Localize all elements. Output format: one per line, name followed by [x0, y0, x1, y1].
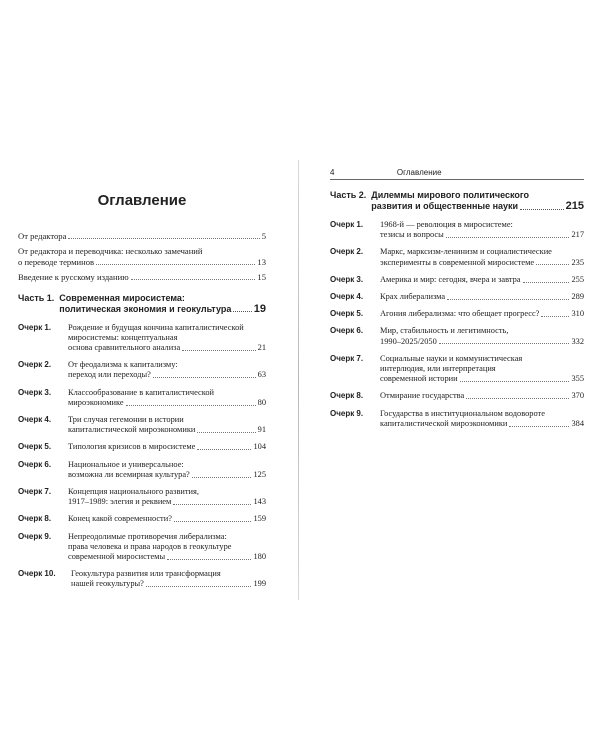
- page-number: 80: [257, 397, 266, 407]
- page-number: 143: [253, 497, 266, 507]
- entry-title: [371, 190, 584, 212]
- entry-title-text: переход или переходы?: [68, 370, 151, 380]
- entry-title-text: От редактора: [18, 231, 67, 241]
- entry-title-line: [68, 514, 266, 524]
- dot-leader: [523, 282, 570, 283]
- entry-title-line: [68, 343, 266, 353]
- page-number: 159: [253, 514, 266, 524]
- essay-entry: [330, 391, 584, 401]
- entry-title-line: [18, 257, 266, 267]
- entry-title-line: [380, 275, 584, 285]
- dot-leader: [182, 350, 255, 351]
- entry-title-line: [71, 579, 266, 589]
- page-number: 13: [257, 256, 266, 267]
- entry-title-line: Классообразование в капиталистической: [68, 387, 215, 397]
- dot-leader: [233, 311, 251, 312]
- entry-title-line: [68, 425, 266, 435]
- entry-title-line: [68, 442, 266, 452]
- entry-title-line: Непреодолимые противоречия либерализма:: [68, 531, 227, 541]
- page-number: 289: [571, 292, 584, 302]
- entry-label: Очерк 4.: [18, 415, 52, 425]
- entry-title: [68, 442, 266, 452]
- entry-title-text: нашей геокультуры?: [71, 579, 144, 589]
- entry-label: Очерк 10.: [18, 569, 56, 579]
- entry-label: Очерк 8.: [18, 514, 52, 524]
- entry-label: Очерк 4.: [330, 292, 364, 302]
- entry-label: Очерк 7.: [18, 487, 52, 497]
- essay-entry: [18, 360, 266, 380]
- entry-title-text: Крах либерализма: [380, 292, 446, 302]
- entry-label: Очерк 3.: [330, 274, 364, 284]
- entry-title-text: Типология кризисов в миросистеме: [68, 442, 196, 452]
- essay-entry: [330, 309, 584, 319]
- page-number: 217: [571, 230, 584, 240]
- entry-title: [380, 275, 584, 285]
- dot-leader: [146, 586, 252, 587]
- running-head: [330, 168, 584, 180]
- page-number: 125: [253, 469, 266, 479]
- dot-leader: [197, 449, 251, 450]
- entry-title: [380, 391, 584, 401]
- entry-title: [68, 532, 266, 563]
- essay-list: [330, 220, 584, 429]
- entry-title-line: [380, 337, 584, 347]
- entry-title-line: [371, 201, 584, 212]
- entry-title-text: мироэкономике: [68, 397, 124, 407]
- essay-entry: [18, 460, 266, 480]
- part-heading: [330, 190, 584, 212]
- entry-title: [68, 360, 266, 380]
- essay-entry: [18, 415, 266, 435]
- page-number: 199: [253, 579, 266, 589]
- entry-title-line: Концепция национального развития,: [68, 487, 199, 497]
- entry-title-text: основа сравнительного анализа: [68, 343, 181, 353]
- dot-leader: [439, 343, 570, 344]
- entry-title-line: [380, 419, 584, 429]
- entry-title-line: [59, 304, 266, 315]
- entry-title-line: Геокультура развития или трансформация: [71, 569, 221, 579]
- entry-title-line: Современная миросистема:: [59, 292, 185, 303]
- entry-title: [380, 326, 584, 346]
- entry-title-line: интерлюдия, или интерпретация: [380, 364, 496, 374]
- entry-title-line: [68, 470, 266, 480]
- entry-title-text: о переводе терминов: [18, 256, 95, 267]
- entry-title-text: развития и общественные науки: [371, 201, 519, 211]
- essay-entry: [330, 220, 584, 240]
- entry-title-line: [380, 258, 584, 268]
- essay-entry: [18, 532, 266, 563]
- page-number: 19: [253, 302, 266, 315]
- entry-title-line: [380, 309, 584, 319]
- entry-title-text: Конец какой современности?: [68, 514, 172, 524]
- entry-title-text: современной миросистемы: [68, 552, 166, 562]
- entry-title-line: Дилеммы мирового политического: [371, 190, 529, 200]
- entry-title-text: тезисы и вопросы: [380, 230, 444, 240]
- entry-title-text: Введение к русскому изданию: [18, 272, 129, 283]
- entry-title-line: права человека и права народов в геокультуре: [68, 541, 232, 551]
- essay-entry: [18, 388, 266, 408]
- entry-title-text: 1917–1989: элегия и реквием: [68, 497, 172, 507]
- part-entry: [330, 190, 584, 212]
- entry-title: [68, 460, 266, 480]
- entry-title-line: От феодализма к капитализму:: [68, 360, 178, 370]
- essay-entry: [330, 292, 584, 302]
- page-title: Оглавление: [97, 192, 187, 209]
- entry-label: Очерк 9.: [18, 531, 52, 541]
- essay-entry: [18, 514, 266, 524]
- entry-title-text: 1990–2025/2050: [380, 336, 437, 346]
- entry-title: [380, 292, 584, 302]
- entry-label: Очерк 7.: [330, 353, 364, 363]
- entry-title: [380, 247, 584, 267]
- page-number: 310: [571, 309, 584, 319]
- entry-label: Очерк 3.: [18, 387, 52, 397]
- dot-leader: [153, 377, 256, 378]
- entry-label: Очерк 2.: [18, 360, 52, 370]
- entry-label: Очерк 6.: [18, 459, 52, 469]
- entry-title-line: [380, 230, 584, 240]
- entry-title-text: эксперименты в современной миросистеме: [380, 257, 535, 267]
- dot-leader: [174, 521, 252, 522]
- dot-leader: [446, 237, 570, 238]
- page-gutter: [298, 160, 299, 600]
- entry-title-line: Три случая гегемонии в истории: [68, 415, 184, 425]
- entry-title-line: [18, 246, 266, 256]
- entry-title-line: Мир, стабильность и легитимность,: [380, 326, 509, 336]
- entry-label: Очерк 9.: [330, 408, 364, 418]
- dot-leader: [167, 559, 251, 560]
- entry-title: [68, 388, 266, 408]
- entry-title-line: [380, 391, 584, 401]
- entry-title-line: [18, 231, 266, 241]
- page-number: 384: [571, 418, 584, 428]
- part-heading: [18, 293, 266, 315]
- page-number: 180: [253, 552, 266, 562]
- entry-title: [380, 309, 584, 319]
- essay-entry: [18, 323, 266, 354]
- entry-title-text: капиталистической мироэкономики: [380, 418, 508, 428]
- dot-leader: [536, 264, 569, 265]
- entry-title-line: миросистемы: концептуальная: [68, 332, 178, 342]
- entry-title-line: Социальные науки и коммунистическая: [380, 353, 523, 363]
- essay-entry: [18, 487, 266, 507]
- dot-leader: [173, 504, 251, 505]
- page-number: 21: [257, 343, 266, 353]
- entry-title-line: [68, 552, 266, 562]
- left-page: [18, 150, 266, 597]
- entry-title-line: [68, 398, 266, 408]
- entry-title-line: Государства в институциональном водовороте: [380, 408, 545, 418]
- entry-title: [68, 487, 266, 507]
- entry-title-line: [380, 292, 584, 302]
- page-number: 63: [257, 370, 266, 380]
- page-number: 91: [257, 425, 266, 435]
- page-number: 215: [565, 200, 584, 212]
- entry-title: [380, 409, 584, 429]
- dot-leader: [96, 264, 255, 265]
- dot-leader: [192, 477, 252, 478]
- page-number: 355: [571, 374, 584, 384]
- entry-title: [59, 293, 266, 315]
- entry-label: Очерк 1.: [330, 220, 364, 229]
- page-number: 332: [571, 336, 584, 346]
- entry-title-line: [18, 272, 266, 282]
- essay-list: [18, 323, 266, 590]
- front-matter-entry: [18, 272, 266, 282]
- entry-title: [68, 514, 266, 524]
- entry-title-line: [68, 370, 266, 380]
- entry-title: [68, 415, 266, 435]
- page-number: 255: [571, 274, 584, 284]
- dot-leader: [447, 299, 569, 300]
- entry-label: Очерк 1.: [18, 322, 52, 332]
- essay-entry: [330, 354, 584, 385]
- page-number: 370: [571, 391, 584, 401]
- dot-leader: [541, 316, 569, 317]
- essay-entry: [330, 409, 584, 429]
- entry-title: [380, 220, 584, 240]
- front-matter-list: [18, 231, 266, 283]
- entry-title-text: современной истории: [380, 374, 458, 384]
- essay-entry: [330, 247, 584, 267]
- page-number: 5: [261, 231, 266, 241]
- page-number: 235: [571, 257, 584, 267]
- dot-leader: [197, 432, 255, 433]
- entry-label: Очерк 6.: [330, 326, 364, 336]
- entry-label: Очерк 8.: [330, 391, 364, 401]
- essay-entry: [330, 326, 584, 346]
- entry-label: Часть 1.: [18, 292, 55, 303]
- page-number: 15: [257, 272, 266, 283]
- entry-label: Часть 2.: [330, 190, 367, 200]
- entry-title-line: Рождение и будущая кончина капиталистической: [68, 322, 244, 332]
- dot-leader: [131, 279, 256, 280]
- entry-title: [380, 354, 584, 385]
- dot-leader: [520, 209, 564, 210]
- entry-label: Очерк 5.: [18, 442, 52, 452]
- part-entry: [18, 293, 266, 315]
- front-matter-entry: [18, 246, 266, 267]
- entry-title-line: [380, 374, 584, 384]
- entry-title-text: Отмирание государства: [380, 391, 465, 401]
- essay-entry: [330, 275, 584, 285]
- right-page: [330, 168, 584, 436]
- dot-leader: [466, 398, 569, 399]
- running-head-page-number: 4: [330, 168, 335, 177]
- entry-label: Очерк 5.: [330, 309, 364, 319]
- dot-leader: [126, 405, 256, 406]
- front-matter-entry: [18, 231, 266, 241]
- entry-title-line: Национальное и универсальное:: [68, 459, 184, 469]
- essay-entry: [18, 569, 266, 589]
- entry-title-text: Америка и мир: сегодня, вчера и завтра: [380, 274, 521, 284]
- entry-title-line: 1968-й — революция в миросистеме:: [380, 220, 513, 229]
- page-number: 104: [253, 442, 266, 452]
- running-head-title: Оглавление: [396, 168, 442, 177]
- entry-title-line: [68, 497, 266, 507]
- entry-title-text: От редактора и переводчика: несколько замечаний: [18, 246, 203, 257]
- entry-title-text: политическая экономия и геокультура: [59, 303, 232, 314]
- dot-leader: [509, 426, 569, 427]
- entry-label: Очерк 2.: [330, 247, 364, 257]
- entry-title-text: возможна ли всемирная культура?: [68, 469, 190, 479]
- dot-leader: [68, 238, 259, 239]
- entry-title: [71, 569, 266, 589]
- entry-title-text: Агония либерализма: что обещает прогресс?: [380, 309, 540, 319]
- entry-title: [68, 323, 266, 354]
- essay-entry: [18, 442, 266, 452]
- entry-title-text: капиталистической мироэкономики: [68, 425, 196, 435]
- dot-leader: [460, 381, 570, 382]
- entry-title-line: Маркс, марксизм-ленинизм и социалистические: [380, 247, 552, 257]
